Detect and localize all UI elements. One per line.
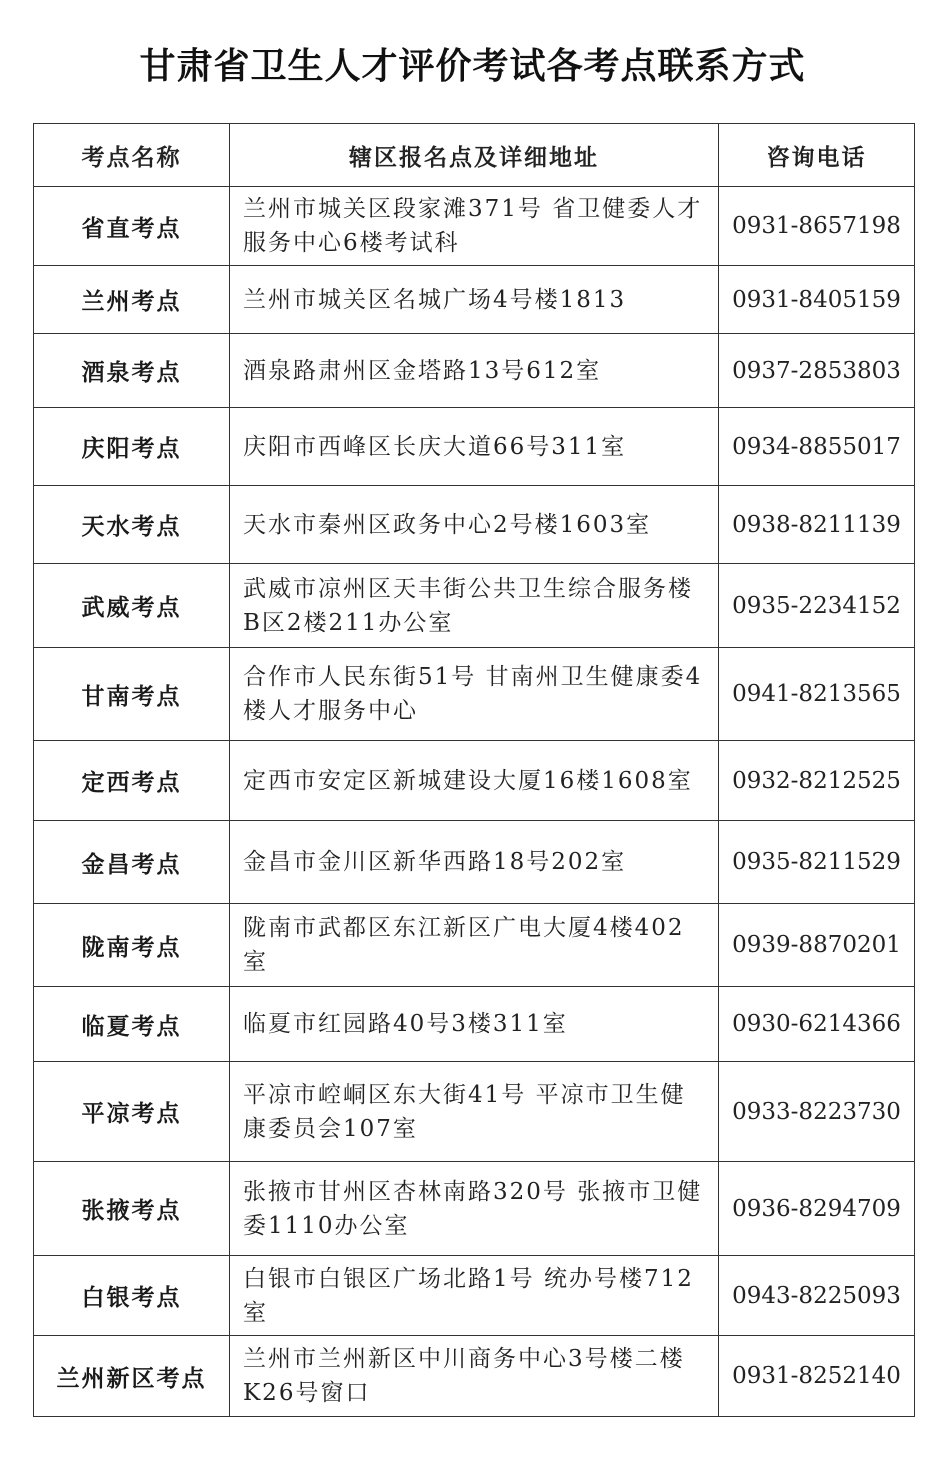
phone-cell: 0937-2853803 bbox=[719, 334, 915, 408]
table-header-row bbox=[34, 124, 915, 187]
table-row bbox=[34, 987, 915, 1062]
phone-cell: 0939-8870201 bbox=[719, 904, 915, 987]
page-title: 甘肃省卫生人才评价考试各考点联系方式 bbox=[139, 46, 806, 87]
contact-table bbox=[33, 123, 915, 1417]
phone-cell: 0931-8657198 bbox=[719, 187, 915, 266]
site-name-cell: 甘南考点 bbox=[34, 648, 230, 741]
address-cell: 武威市凉州区天丰街公共卫生综合服务楼B区2楼211办公室 bbox=[230, 564, 719, 648]
table-row bbox=[34, 1162, 915, 1256]
phone-cell: 0943-8225093 bbox=[719, 1256, 915, 1336]
phone-cell: 0941-8213565 bbox=[719, 648, 915, 741]
address-cell: 合作市人民东街51号 甘南州卫生健康委4楼人才服务中心 bbox=[230, 648, 719, 741]
header-address: 辖区报名点及详细地址 bbox=[230, 124, 719, 187]
table-row bbox=[34, 266, 915, 334]
site-name-cell: 金昌考点 bbox=[34, 821, 230, 904]
site-name-cell: 武威考点 bbox=[34, 564, 230, 648]
table-row bbox=[34, 904, 915, 987]
site-name-cell: 陇南考点 bbox=[34, 904, 230, 987]
site-name-cell: 天水考点 bbox=[34, 486, 230, 564]
address-cell: 定西市安定区新城建设大厦16楼1608室 bbox=[230, 741, 719, 821]
phone-cell: 0930-6214366 bbox=[719, 987, 915, 1062]
header-site-name: 考点名称 bbox=[34, 124, 230, 187]
table-row bbox=[34, 1256, 915, 1336]
phone-cell: 0934-8855017 bbox=[719, 408, 915, 486]
phone-cell: 0936-8294709 bbox=[719, 1162, 915, 1256]
address-cell: 兰州市兰州新区中川商务中心3号楼二楼K26号窗口 bbox=[230, 1336, 719, 1417]
phone-cell: 0932-8212525 bbox=[719, 741, 915, 821]
address-cell: 平凉市崆峒区东大街41号 平凉市卫生健康委员会107室 bbox=[230, 1062, 719, 1162]
site-name-cell: 省直考点 bbox=[34, 187, 230, 266]
address-cell: 兰州市城关区名城广场4号楼1813 bbox=[230, 266, 719, 334]
address-cell: 酒泉路肃州区金塔路13号612室 bbox=[230, 334, 719, 408]
header-phone: 咨询电话 bbox=[719, 124, 915, 187]
site-name-cell: 定西考点 bbox=[34, 741, 230, 821]
address-cell: 金昌市金川区新华西路18号202室 bbox=[230, 821, 719, 904]
table-row bbox=[34, 334, 915, 408]
site-name-cell: 酒泉考点 bbox=[34, 334, 230, 408]
phone-cell: 0935-8211529 bbox=[719, 821, 915, 904]
phone-cell: 0931-8252140 bbox=[719, 1336, 915, 1417]
address-cell: 天水市秦州区政务中心2号楼1603室 bbox=[230, 486, 719, 564]
phone-cell: 0931-8405159 bbox=[719, 266, 915, 334]
phone-cell: 0935-2234152 bbox=[719, 564, 915, 648]
table-row bbox=[34, 486, 915, 564]
table-row bbox=[34, 187, 915, 266]
site-name-cell: 张掖考点 bbox=[34, 1162, 230, 1256]
address-cell: 白银市白银区广场北路1号 统办号楼712室 bbox=[230, 1256, 719, 1336]
table-row bbox=[34, 1336, 915, 1417]
table-row bbox=[34, 821, 915, 904]
address-cell: 兰州市城关区段家滩371号 省卫健委人才服务中心6楼考试科 bbox=[230, 187, 719, 266]
table-row bbox=[34, 648, 915, 741]
address-cell: 陇南市武都区东江新区广电大厦4楼402室 bbox=[230, 904, 719, 987]
site-name-cell: 兰州考点 bbox=[34, 266, 230, 334]
address-cell: 庆阳市西峰区长庆大道66号311室 bbox=[230, 408, 719, 486]
site-name-cell: 庆阳考点 bbox=[34, 408, 230, 486]
site-name-cell: 兰州新区考点 bbox=[34, 1336, 230, 1417]
site-name-cell: 平凉考点 bbox=[34, 1062, 230, 1162]
address-cell: 张掖市甘州区杏林南路320号 张掖市卫健委1110办公室 bbox=[230, 1162, 719, 1256]
table-row bbox=[34, 1062, 915, 1162]
table-row bbox=[34, 741, 915, 821]
site-name-cell: 临夏考点 bbox=[34, 987, 230, 1062]
table-row bbox=[34, 564, 915, 648]
site-name-cell: 白银考点 bbox=[34, 1256, 230, 1336]
address-cell: 临夏市红园路40号3楼311室 bbox=[230, 987, 719, 1062]
table-row bbox=[34, 408, 915, 486]
phone-cell: 0938-8211139 bbox=[719, 486, 915, 564]
phone-cell: 0933-8223730 bbox=[719, 1062, 915, 1162]
